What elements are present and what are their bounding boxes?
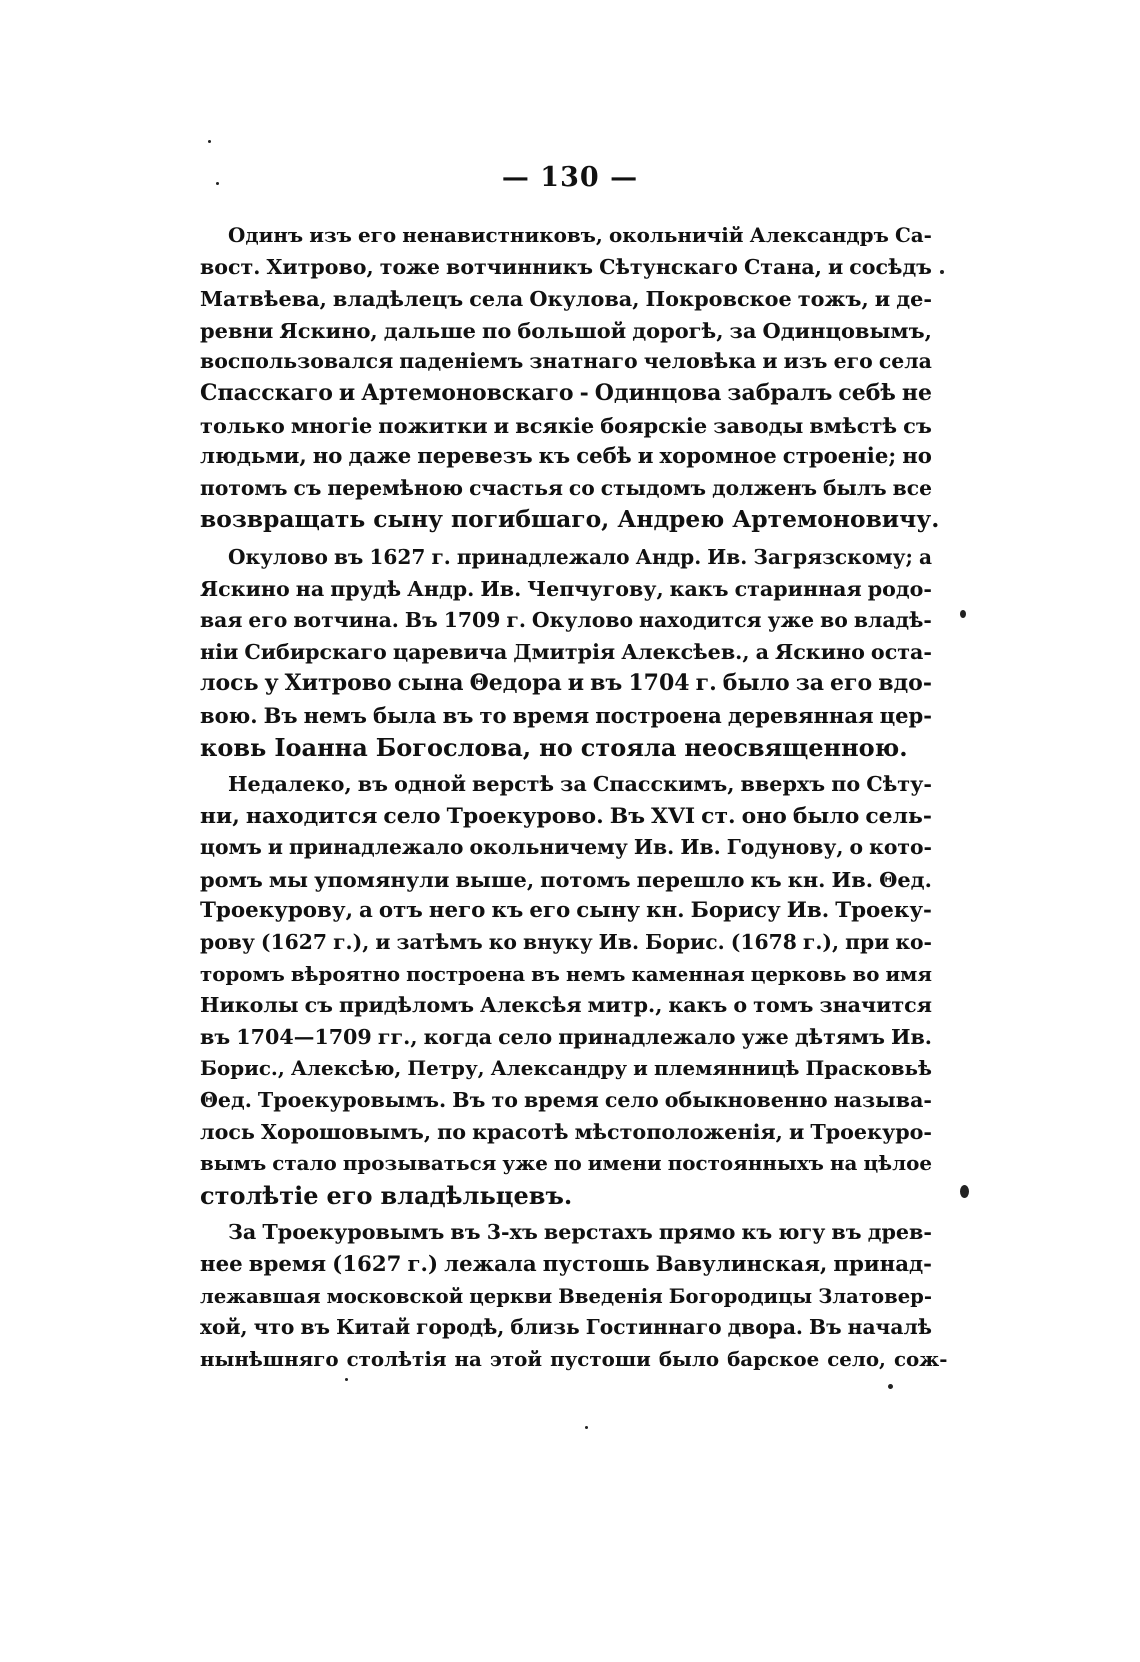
text-line: Яскино на прудѣ Андр. Ив. Чепчугову, какъ старинная родо-	[200, 576, 932, 601]
text-line: вост. Хитрово, тоже вотчинникъ Сѣтунскаго Стана, и сосѣдъ	[200, 254, 932, 279]
text-line: вымъ стало прозываться уже по имени постоянныхъ на цѣлое	[200, 1151, 932, 1176]
text-line: торомъ вѣроятно построена въ немъ каменная церковь во имя	[200, 961, 932, 986]
text-line: въ 1704—1709 гг., когда село принадлежало уже дѣтямъ Ив.	[200, 1024, 932, 1049]
text-line: цомъ и принадлежало окольничему Ив. Ив. Годунову, о кото-	[200, 835, 932, 860]
text-line: возвращать сыну погибшаго, Андрею Артемоновичу.	[200, 505, 940, 534]
paragraph	[200, 769, 932, 1211]
text-line: Недалеко, въ одной верстѣ за Спасскимъ, вверхъ по Сѣту-	[228, 772, 932, 797]
text-line: хой, что въ Китай городѣ, близь Гостиннаго двора. Въ началѣ	[200, 1315, 932, 1340]
paragraph	[200, 220, 940, 536]
text-line: лось Хорошовымъ, по красотѣ мѣстоположенія, и Троекуро-	[200, 1119, 932, 1144]
text-line: Николы съ придѣломъ Алексѣя митр., какъ о томъ значится	[200, 993, 932, 1018]
paragraph	[200, 1217, 948, 1375]
scan-speck	[585, 1426, 588, 1429]
text-line: ніи Сибирскаго царевича Дмитрія Алексѣев., а Яскино оста-	[200, 639, 932, 664]
text-line: только многіе пожитки и всякіе боярскіе заводы вмѣстѣ съ	[200, 412, 932, 438]
text-line: ни, находится село Троекурово. Въ XVI ст. оно было сель-	[200, 802, 932, 829]
body-text	[200, 220, 948, 1381]
scan-speck	[216, 182, 219, 185]
text-line: потомъ съ перемѣною счастья со стыдомъ долженъ былъ все	[200, 475, 932, 500]
text-line: вою. Въ немъ была въ то время построена деревянная цер-	[200, 702, 932, 728]
text-line: Троекурову, а отъ него къ его сыну кн. Борису Ив. Троеку-	[200, 898, 932, 924]
text-line: лежавшая московской церкви Введенія Богородицы Златовер-	[200, 1284, 932, 1308]
text-line: Матвѣева, владѣлецъ села Окулова, Покровское тожъ, и де-	[200, 286, 932, 312]
text-line: За Троекуровымъ въ 3-хъ верстахъ прямо къ югу въ древ-	[228, 1220, 932, 1245]
scan-speck	[208, 140, 211, 143]
text-line: рову (1627 г.), и затѣмъ ко внуку Ив. Борис. (1678 г.), при ко-	[200, 930, 932, 955]
text-line: Одинъ изъ его ненавистниковъ, окольничій Александръ Са-	[228, 223, 932, 247]
text-line: столѣтіе его владѣльцевъ.	[200, 1180, 573, 1210]
page-number: — 130 —	[501, 162, 639, 193]
text-line: нее время (1627 г.) лежала пустошь Вавулинская, принад-	[200, 1252, 932, 1277]
text-line: лось у Хитрово сына Θедора и въ 1704 г. было за его вдо-	[200, 670, 932, 697]
text-line: вая его вотчина. Въ 1709 г. Окулово находится уже во владѣ-	[200, 608, 932, 633]
text-line: Окулово въ 1627 г. принадлежало Андр. Ив. Загрязскому; а	[228, 544, 932, 569]
text-line: Θед. Троекуровымъ. Въ то время село обыкновенно называ-	[200, 1088, 932, 1113]
scan-speck	[960, 610, 966, 618]
scan-speck	[940, 270, 944, 274]
text-line: нынѣшняго столѣтія на этой пустоши было барское село, сож-	[200, 1346, 948, 1371]
scan-speck	[345, 1378, 348, 1381]
text-line: Борис., Алексѣю, Петру, Александру и племянницѣ Прасковьѣ	[200, 1056, 932, 1081]
text-line: воспользовался паденіемъ знатнаго человѣка и изъ его села	[200, 349, 932, 374]
text-line: ревни Яскино, дальше по большой дорогѣ, за Одинцовымъ,	[200, 317, 932, 343]
text-line: людьми, но даже перевезъ къ себѣ и хоромное строеніе; но	[200, 444, 932, 470]
paragraph	[200, 542, 932, 763]
text-line: ромъ мы упомянули выше, потомъ перешло къ кн. Ив. Θед.	[200, 866, 932, 892]
scan-speck	[888, 1384, 893, 1389]
text-line: Спасскаго и Артемоновскаго - Одинцова забралъ себѣ не	[200, 379, 932, 406]
scan-speck	[960, 1185, 969, 1198]
text-line: ковь Іоанна Богослова, но стояла неосвященною.	[200, 732, 908, 762]
